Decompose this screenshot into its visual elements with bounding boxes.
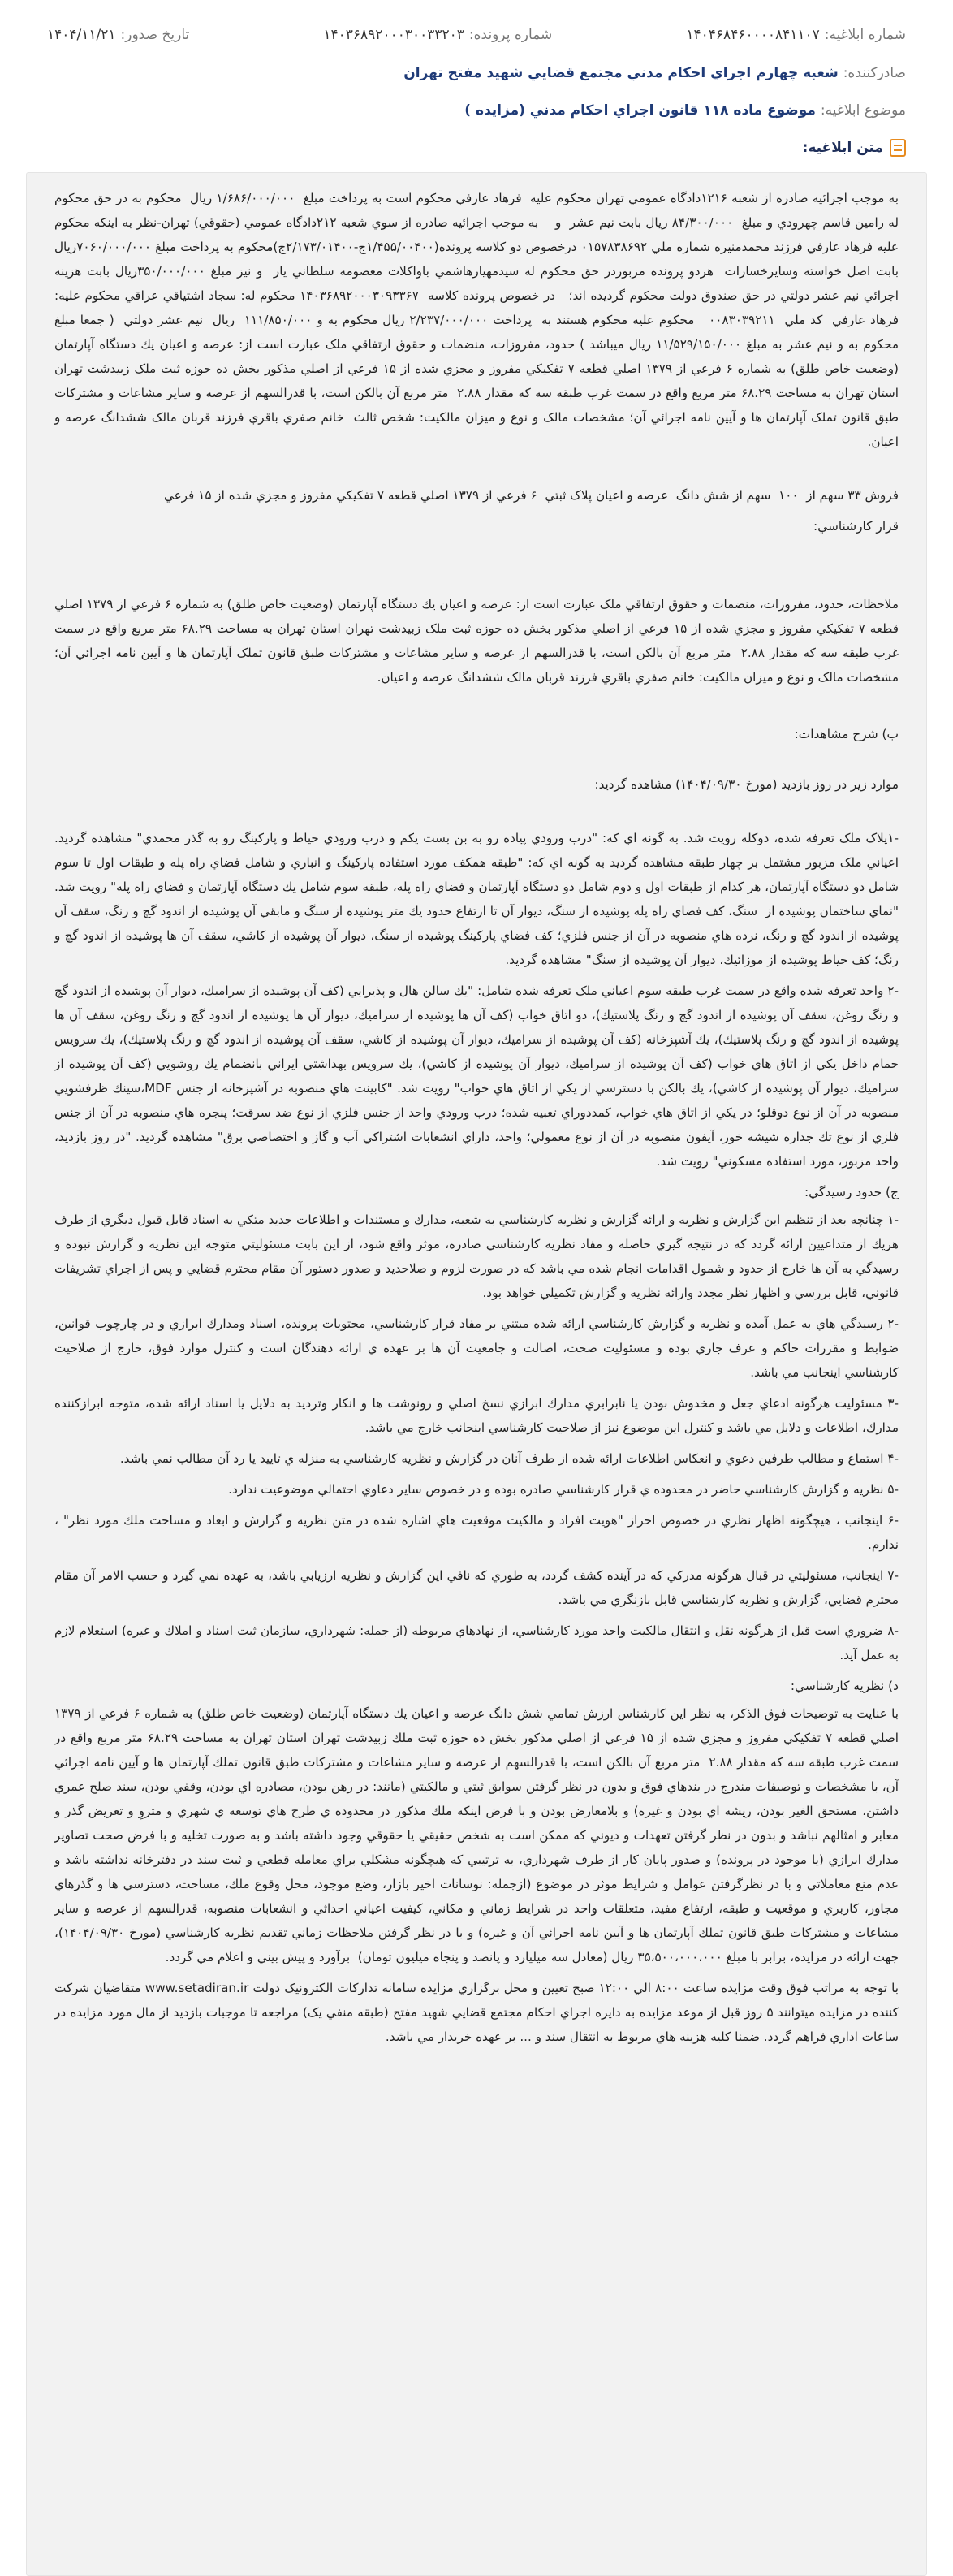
issuer-label: صادرکننده: <box>843 65 906 81</box>
notice-number-label: شماره ابلاغیه: <box>824 27 906 43</box>
issuer-value: شعبه چهارم اجراي احکام مدني مجتمع قضايي شهيد مفتح تهران <box>403 65 839 81</box>
paragraph-limit-8: -۸ ضروري است قبل از هرگونه نقل و انتقال مالکيت واحد مورد کارشناسي، از نهادهاي مربوطه (از جمله: شهرداري، سازمان ثبت اسناد و املاك و غيره) استعلام لازم به عمل آيد. <box>50 1623 899 1662</box>
subject-row <box>47 94 906 127</box>
spacer <box>54 696 899 719</box>
spacer <box>54 803 899 826</box>
document-icon <box>890 139 906 157</box>
case-number <box>323 27 552 43</box>
paragraph-limit-4: -۴ استماع و مطالب طرفين دعوي و انعکاس اطلاعات ارائه شده از طرف آنان در گزارش و نظريه کارشناسي به منزله ي تاييد يا رد آن مطالب نمي باشد. <box>119 1451 899 1466</box>
heading-expert-order: قرار کارشناسي: <box>813 519 899 534</box>
paragraph-property-details: ملاحظات، حدود، مفروزات، منضمات و حقوق ارتفاقي ملک عبارت است از: عرصه و اعيان يك دستگاه آپارتمان (وضعيت خاص طلق) به شماره ۶ فرعي از ۱۳۷۹ اصلي قطعه ۷ تفکيکي مفروز و مجزي شده از ۱۵ فرعي از اصلي مذکور بخش ده حوزه ثبت ملک زبيدشت تهران استان تهران به مساحت ۶۸.۲۹ متر مربع واقع در سمت غرب طبقه سه که مقدار ۲.۸۸ متر مربع آن بالکن است، با قدرالسهم از عرصه و ساير مشاعات و مشترکات طبق قانون تملک آپارتمان ها و آيين نامه اجرائي آن؛ مشخصات مالک و نوع و ميزان مالکيت: خانم صفري باقري فرزند قربان مالک ششدانگ عرصه و اعيان. <box>50 597 899 685</box>
subject-label: موضوع ابلاغیه: <box>820 102 906 119</box>
paragraph-valuation: با عنايت به توضيحات فوق الذکر، به نظر اين کارشناس ارزش تمامي شش دانگ عرصه و اعيان يك دستگاه آپارتمان (وضعيت خاص طلق) به شماره ۶ فرعي از ۱۳۷۹ اصلي قطعه ۷ تفکيکي مفروز و مجزي شده از ۱۵ فرعي از اصلي مذکور بخش ده حوزه ثبت ملك زبيدشت تهران استان تهران به مساحت ۶۸.۲۹ متر مربع واقع در سمت غرب طبقه سه که مقدار ۲.۸۸ متر مربع آن بالکن است، با قدرالسهم از عرصه و ساير مشاعات و مشترکات طبق قانون تملك آپارتمان ها و آيين نامه اجرائي آن، با مشخصات و توصيفات مندرج در بندهاي فوق و بدون در نظر گرفتن سوابق ثبتي و مالکيتي (مانند: در رهن بودن، مصادره اي بودن، وقفي بودن، سند صلح عمري داشتن، مستحق الغير بودن، ريشه اي بودن و غيره) و بلامعارض بودن و با فرض اينکه ملك مذکور در محدوده ي طرح هاي توسعه ي شهري و متروِ و تعريض گذر و معابر و امثالهم نباشد و بدون در نظر گرفتن تعهدات و ديوني که ممکن است به شخص حقيقي يا حقوقي وجود داشته باشد و به صورت تخليه و با فرض صحت تصاوير مدارك ابرازي (يا موجود در پرونده) و صدور پايان کار از طرف شهرداري، به ترتيبي که هيچگونه مشکلي براي معامله قطعي و ثبت سند در دفترخانه نداشته باشد و عدم منع معاملاتي و با در نظرگرفتن عوامل و شرايط موثر در موضوع (ازجمله: نوسانات اخير بازار، وضع موجود، محل وقوع ملك، مساحت، دسترسي ها و گذرهاي مجاور، کاربري و موقعيت و طبقه، ارتفاع مفيد، متعلقات واحد در شرايط زماني و مکاني، کيفيت اعياني احداثي و انشعابات منصوبه، قدرالسهم از عرصه و ساير مشاعات و مشترکات طبق قانون تملك آپارتمان ها و آيين نامه اجرائي آن و غيره) و با در نظر گرفتن ملاحظات زماني تقديم نظريه کارشناسي (مورخ ۱۴۰۴/۰۹/۳۰)، جهت ارائه در مزايده، برابر با مبلغ ۳۵،۵۰۰،۰۰۰،۰۰۰ ريال (معادل سه ميليارد و پانصد و پنجاه ميليون تومان) برآورد و پيش بيني و اعلام مي گردد. <box>50 1706 899 1964</box>
notice-number-value: ۱۴۰۴۶۸۴۶۰۰۰۰۸۴۱۱۰۷ <box>686 27 820 43</box>
case-number-value: ۱۴۰۳۶۸۹۲۰۰۰۳۰۰۳۳۲۰۳ <box>323 27 464 43</box>
section-title-text: متن ابلاغیه: <box>802 140 883 156</box>
paragraph-limit-6: -۶ اينجانب ، هيچگونه اظهار نظري در خصوص احراز "هويت افراد و مالکيت موقعيت هاي اشاره شده در متن نظريه و گزارش و ابعاد و مساحت ملك مورد نظر" ، ندارم. <box>50 1513 899 1552</box>
paragraph-limit-5: -۵ نظريه و گزارش کارشناسي حاضر در محدوده ي قرار کارشناسي صادره بوده و در خصوص ساير دعاوي احتمالي موضوعيت ندارد. <box>228 1482 899 1497</box>
paragraph-limit-2: -۲ رسيدگي هاي به عمل آمده و نظريه و گزارش کارشناسي ارائه شده مبتني بر مفاد قرار کارشناسي، محتويات پرونده، اسناد ومدارك ابرازي و در چارچوب قوانين، ضوابط و مقررات حاکم و عرف جاري بوده و مسئوليت صحت، اصالت و جامعيت آن ها بر عهده ي ارائه دهندگان است و کنترل موارد فوق، خارج از صلاحيت کارشناسي اينجانب مي باشد. <box>50 1316 899 1380</box>
notice-header <box>0 0 953 127</box>
subject-value: موضوع ماده ١١٨ قانون اجراي احکام مدني (مزايده ) <box>464 102 816 119</box>
notice-number <box>686 27 906 43</box>
paragraph-limit-3: -۳ مسئوليت هرگونه ادعاي جعل و مخدوش بودن يا نابرابري مدارك ابرازي نسخ اصلي و رونوشت ها و انکار وترديد به دلايل يا اسناد ارائه شده، متوجه ابرازکننده مدارك، اطلاعات و دلايل مي باشد و کنترل اين موضوع نيز از صلاحيت کارشناسي اينجانب خارج مي باشد. <box>50 1396 899 1435</box>
paragraph-limit-1: -۱ چنانچه بعد از تنظيم اين گزارش و نظريه و ارائه گزارش و نظريه کارشناسي به شعبه، مدارك و مستندات و اطلاعات جديد متکي به اسناد قابل قبول ديگري از طرف هريك از متداعيين ارائه گردد که در نتيجه گيري حاصله و مفاد نظريه کارشناسي صادره، موثر واقع شود، از اين بابت مسئوليتي متوجه اين نظريه و گزارش نبوده و رسيدگي به آن ها خارج از حدود و شمول اقدامات انجام شده مي باشد که در صورت لزوم و صلاحديد و صدور دستور آن مقام محترم قضايي و پس از اجراي تشريفات قانوني، قابل بررسي و اظهار نظر مجدد وارائه نظريه و گزارش تکميلي خواهد بود. <box>50 1212 899 1300</box>
spacer <box>54 750 899 772</box>
section-title <box>47 132 906 164</box>
issuer-row <box>47 52 906 94</box>
paragraph-observation-1: -۱پلاک ملک تعرفه شده، دوکله رويت شد. به گونه اي که: "درب ورودي پياده رو به بن بست يکم و درب ورودي حياط و پارکينگ رو به گذر محمدي" مشاهده گرديد. اعياني ملک مزبور مشتمل بر چهار طبقه مشاهده گرديد به گونه اي که: "طبقه همکف مورد استفاده پارکينگ و انباري و شامل فضاي راه پله و طبقات اول تا سوم شامل دو دستگاه آپارتمان، هر کدام از طبقات اول و دوم شامل دو دستگاه آپارتمان و فضاي راه پله، طبقه سوم شامل يك دستگاه آپارتمان و فضاي راه پله" رويت شد. "نماي ساختمان پوشيده از سنگ، کف فضاي راه پله پوشيده از سنگ، ديوار آن تا ارتفاع حدود يك متر پوشيده از سنگ و مابقي آن پوشيده از اندود گچ و رنگ، سقف آن پوشيده از اندود گچ و رنگ، نرده هاي منصوبه در آن از جنس فلزي؛ کف فضاي پارکينگ پوشيده از سنگ، ديوار آن پوشيده از کاشي، سقف آن ها پوشيده از اندود گچ و رنگ؛ کف حياط پوشيده از موزائيك، ديوار آن پوشيده از سنگ" مشاهده گرديد. <box>50 831 899 967</box>
spacer <box>54 542 899 592</box>
paragraph-observation-2: -۲ واحد تعرفه شده واقع در سمت غرب طبقه سوم اعياني ملک تعرفه شده شامل: "يك سالن هال و پذيرايي (کف آن پوشيده از سراميك، ديوار آن پوشيده از اندود گچ و رنگ روغن، سقف آن پوشيده از اندود گچ و رنگ پلاستيك)، دو اتاق خواب (کف آن ها پوشيده از سراميك، ديوار آن ها پوشيده از اندود گچ و رنگ روغن، سقف آن ها پوشيده از اندود گچ و رنگ پلاستيك)، يك آشپزخانه (کف آن پوشيده از سراميك، ديوار آن پوشيده از کاشي، سقف آن پوشيده از اندود گچ و رنگ پلاستيك)، يك سرويس حمام داخل يكي از اتاق هاي خواب (کف آن پوشيده از سراميك، ديوار آن پوشيده از کاشي)، يك سرويس بهداشتي ايراني بانضمام يك روشويي (کف آن پوشيده از سراميك، ديوار آن پوشيده از کاشي)، يك بالکن با دسترسي از يكي از اتاق هاي خواب" رويت شد. "کابينت هاي منصوبه در آشپزخانه از جنس MDF،سينك ظرفشويي منصوبه در آن از نوع دوقلو؛ در يكي از اتاق هاي خواب، کمددوراي تعبيه شده؛ درب ورودي واحد از جنس فلزي از نوع ضد سرقت؛ پنجره هاي منصوبه در آن از جنس فلزي از نوع تك جداره شيشه خور، آيفون منصوبه در آن از نوع معمولي؛ واحد، داراي انشعابات اشتراکي آب و گاز و اختصاصي برق" مشاهده گرديد. "در روز بازديد، واحد مزبور، مورد استفاده مسکوني" رويت شد. <box>50 983 899 1169</box>
heading-observations: ب) شرح مشاهدات: <box>794 727 899 741</box>
paragraph-sale-share: فروش ۳۳ سهم از ۱۰۰ سهم از شش دانگ عرصه و اعيان پلاک ثبتي ۶ فرعي از ۱۳۷۹ اصلي قطعه ۷ تفکيکي مفروز و مجزي شده از ۱۵ فرعي <box>163 488 899 503</box>
issue-date-value: ۱۴۰۴/۱۱/۲۱ <box>47 27 116 43</box>
paragraph-execution-summary: به موجب اجرائيه صادره از شعبه ۱۲۱۶دادگاه عمومي تهران محکوم عليه فرهاد عارفي محکوم است به پرداخت مبلغ ۱/۶۸۶/۰۰۰/۰۰۰ ريال محکوم به در حق محکوم له رامين قاسم چهرودي و مبلغ ۸۴/۳۰۰/۰۰۰ ريال بابت نيم عشر و به موجب اجرائيه صادره از سوي شعبه ۲۱۲دادگاه عمومي (حقوقي) تهران-نظر به اينکه محکوم عليه فرهاد عارفي فرزند محمدمنيره شماره ملي ۰۱۵۷۸۳۸۶۹۲ درخصوص دو کلاسه پرونده(۱/۴۵۵/۰۰۴۰۰ج-۲/۱۷۳/۰۱۴۰۰ج)محکوم به پرداخت مبلغ ۷۰۶۰/۰۰۰/۰۰۰ريال بابت اصل خواسته وسايرخسارات هردو پرونده مزبوردر حق محکوم له سيدمهيارهاشمي باواکلات معصومه سلطاني يار و نيز مبلغ ۳۵۰/۰۰۰/۰۰۰ريال بابت هزينه اجرائي نيم عشر دولتي در حق صندوق دولت محکوم گرديده اند؛ در خصوص پرونده کلاسه ۱۴۰۳۶۸۹۲۰۰۰۳۰۹۳۳۶۷ محکوم له: سجاد اشتياقي عراقي محکوم عليه: فرهاد عارفي کد ملي ۰۰۸۳۰۳۹۲۱۱ محکوم عليه محکوم هستند به پرداخت ۲/۲۳۷/۰۰۰/۰۰۰ ريال محکوم به و ۱۱۱/۸۵۰/۰۰۰ ريال نيم عشر دولتي ( جمعا مبلغ محکوم به و نيم عشر به مبلغ ۱۱/۵۲۹/۱۵۰/۰۰۰ ريال ميباشد ) حدود، مفروزات، منضمات و حقوق ارتفاقي ملک عبارت است از: عرصه و اعيان يك دستگاه آپارتمان (وضعيت خاص طلق) به شماره ۶ فرعي از ۱۳۷۹ اصلي قطعه ۷ تفکيکي مفروز و مجزي شده از ۱۵ فرعي از اصلي مذکور بخش ده حوزه ثبت ملک زبيدشت تهران استان تهران به مساحت ۶۸.۲۹ متر مربع واقع در سمت غرب طبقه سه که مقدار ۲.۸۸ متر مربع آن بالکن است، با قدرالسهم از عرصه و ساير مشاعات و مشترکات طبق قانون تملک آپارتمان ها و آيين نامه اجرائي آن؛ مشخصات مالک و نوع و ميزان مالکيت: شخص ثالث خانم صفري باقري فرزند قربان مالک ششدانگ عرصه و اعيان. <box>50 191 899 449</box>
issue-date <box>47 27 189 43</box>
paragraph-limit-7: -۷ اينجانب، مسئوليتي در قبال هرگونه مدرکي که در آينده کشف گردد، به طوري که نافي اين گزارش و نظريه ارزيابي باشد، به عهده نمي گيرد و حسب الامر آن مقام محترم قضايي، گزارش و نظريه کارشناسي قابل بازنگري مي باشد. <box>50 1568 899 1607</box>
heading-expert-opinion: د) نظريه کارشناسي: <box>790 1679 899 1693</box>
paragraph-visit-date: موارد زير در روز بازديد (مورخ ۱۴۰۴/۰۹/۳۰) مشاهده گرديد: <box>594 777 899 792</box>
case-number-label: شماره پرونده: <box>468 27 553 43</box>
spacer <box>54 460 899 483</box>
issue-date-label: تاريخ صدور: <box>120 27 190 43</box>
heading-review-limits: ج) حدود رسيدگي: <box>804 1185 899 1199</box>
notice-body <box>26 172 927 2576</box>
meta-row <box>47 18 906 52</box>
paragraph-auction-terms: با توجه به مراتب فوق وقت مزايده ساعت ۸:۰۰ الي ۱۲:۰۰ صبح تعيين و محل برگزاري مزايده سامانه تدارکات الکترونيک دولت www.setadiran.ir متقاضيان شرکت کننده در مزايده ميتوانند ۵ روز قبل از موعد مزايده به دايره اجراي احکام مجتمع قضايي شهيد مفتح (طبقه منفي يک) مراجعه تا موجبات بازديد از مال مورد مزايده در ساعات اداري فراهم گردد. ضمنا کليه هزينه هاي مربوط به انتقال سند و ... بر عهده خريدار مي باشد. <box>50 1981 899 2044</box>
